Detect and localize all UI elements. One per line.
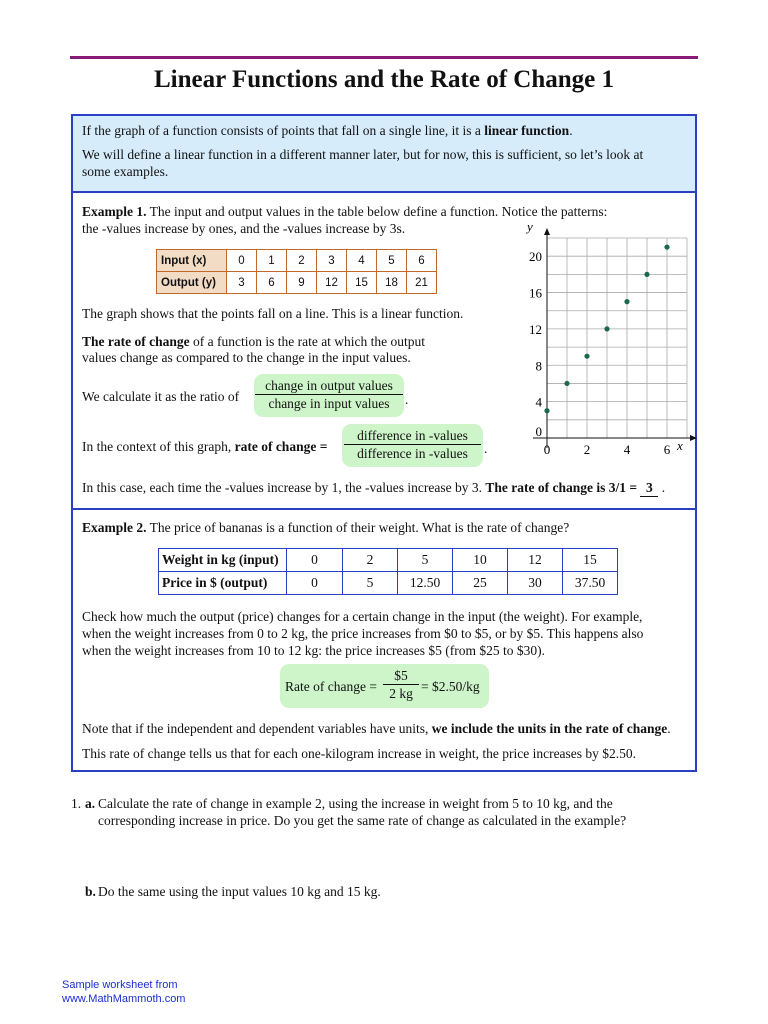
x-tick-label: 0 [543, 442, 551, 457]
example-1-intro [82, 203, 607, 220]
fraction-numerator: difference in -values [344, 427, 481, 445]
context-plain: In the context of this graph, [82, 439, 235, 454]
rate-definition [82, 333, 425, 350]
example-1-heading: Example 1. [82, 204, 147, 219]
row-header: Weight in kg (input) [159, 549, 287, 572]
y-tick-label: 4 [535, 394, 542, 410]
formula-fraction [383, 667, 419, 702]
fraction-denominator: change in input values [268, 396, 390, 411]
data-point [544, 408, 549, 413]
question-1b-label: b. [85, 884, 96, 899]
final-note: This rate of change tells us that for each one-kilogram increase in weight, the price increases by $2.50. [82, 746, 637, 761]
rate-definition-2: values change as compared to the change in the input values. [82, 350, 411, 365]
ratio-end: . [405, 392, 409, 407]
example-1-patterns: the -values increase by ones, and the -values increase by 3s. [82, 221, 406, 236]
y-tick-label: 20 [529, 249, 542, 265]
table-cell: 5 [343, 572, 398, 595]
table-cell: 18 [377, 272, 407, 294]
intro-punct: . [569, 123, 573, 138]
context-end: . [484, 441, 488, 456]
data-point [624, 299, 629, 304]
question-1a-line-2: corresponding increase in price. Do you get the same rate of change as calculated in the example? [98, 813, 627, 828]
example-2-text: The price of bananas is a function of their weight. What is the rate of change? [146, 520, 570, 535]
question-1a-label: a. [85, 796, 96, 811]
example-2-intro [82, 519, 569, 536]
title-rule [70, 56, 698, 59]
table-cell: 37.50 [563, 572, 618, 595]
x-axis-arrow [690, 435, 697, 441]
conclusion-text: In this case, each time the -values increase by 1, the -values increase by 3. [82, 480, 486, 495]
y-axis-arrow [544, 228, 550, 235]
x-tick-label: 4 [623, 442, 631, 457]
conclusion-bold: The rate of change is 3/1 = [485, 480, 641, 495]
footer-credit[interactable] [62, 978, 185, 1006]
ratio-fraction [255, 377, 403, 412]
graph-statement: The graph shows that the points fall on a line. This is a linear function. [82, 306, 464, 321]
page-title: Linear Functions and the Rate of Change 1 [154, 66, 614, 93]
example-1-table [156, 249, 437, 294]
example-1-section [73, 193, 695, 510]
table-cell: 15 [563, 549, 618, 572]
x-axis-label: x [677, 438, 683, 453]
table-row [157, 250, 437, 272]
note-end: . [667, 721, 671, 736]
x-tick-label: 6 [663, 442, 671, 457]
table-cell: 21 [407, 272, 437, 294]
row-header: Output (y) [157, 272, 227, 294]
table-cell: 6 [407, 250, 437, 272]
table-row [157, 272, 437, 294]
check-line-3: when the weight increases from 10 to 12 kg: the price increases $5 (from $25 to $30). [82, 643, 545, 658]
table-cell: 2 [287, 250, 317, 272]
rate-text: of a function is the rate at which the output [189, 334, 426, 349]
question-1b-text: Do the same using the input values 10 kg and 15 kg. [98, 884, 381, 899]
rate-term: The rate of change [82, 334, 190, 349]
context-term: rate of change = [234, 439, 328, 454]
fraction-numerator: $5 [383, 667, 419, 685]
context-text [82, 438, 327, 455]
table-cell: 12.50 [398, 572, 453, 595]
check-line-1: Check how much the output (price) changes for a certain change in the input (the weight). For example, [82, 609, 643, 624]
table-cell: 0 [227, 250, 257, 272]
table-cell: 0 [287, 549, 343, 572]
rate-conclusion [82, 479, 665, 497]
table-cell: 4 [347, 250, 377, 272]
example-2-section [73, 510, 695, 770]
intro-panel [73, 116, 695, 193]
table-cell: 25 [453, 572, 508, 595]
table-cell: 30 [508, 572, 563, 595]
ratio-text: We calculate it as the ratio of [82, 389, 240, 404]
table-row [159, 572, 618, 595]
fraction-numerator: change in output values [255, 377, 403, 395]
data-point [664, 244, 669, 249]
table-cell: 6 [257, 272, 287, 294]
lesson-box [71, 114, 697, 772]
note-bold: we include the units in the rate of change [431, 721, 668, 736]
table-cell: 5 [398, 549, 453, 572]
table-cell: 15 [347, 272, 377, 294]
table-row [159, 549, 618, 572]
intro-paragraph-1 [82, 122, 686, 139]
units-note [82, 720, 671, 737]
table-cell: 12 [317, 272, 347, 294]
data-point [644, 272, 649, 277]
question-1a-line-1: Calculate the rate of change in example 2, using the increase in weight from 5 to 10 kg, and the [98, 796, 613, 811]
example-2-table [158, 548, 618, 595]
example-1-scatter-chart [503, 219, 693, 473]
footer-link[interactable]: www.MathMammoth.com [62, 993, 186, 1005]
intro-line: We will define a linear function in a different manner later, but for now, this is sufficient, so let’s look at [82, 147, 644, 162]
table-cell: 3 [317, 250, 347, 272]
note-text: Note that if the independent and dependent variables have units, [82, 721, 432, 736]
data-point [604, 326, 609, 331]
footer-line: Sample worksheet from [62, 979, 178, 991]
y-tick-label: 16 [529, 285, 542, 301]
context-fraction [344, 427, 481, 462]
table-cell: 0 [287, 572, 343, 595]
table-cell: 10 [453, 549, 508, 572]
example-2-heading: Example 2. [82, 520, 147, 535]
fraction-denominator: difference in -values [357, 446, 468, 461]
y-tick-label: 0 [535, 424, 542, 439]
x-tick-label: 2 [583, 442, 591, 457]
table-cell: 1 [257, 250, 287, 272]
data-point [584, 354, 589, 359]
data-point [564, 381, 569, 386]
fraction-denominator: 2 kg [389, 686, 413, 701]
y-tick-label: 8 [535, 358, 542, 374]
table-cell: 12 [508, 549, 563, 572]
intro-term: linear function [484, 123, 570, 138]
table-cell: 5 [377, 250, 407, 272]
intro-paragraph-2 [82, 146, 686, 180]
row-header: Price in $ (output) [159, 572, 287, 595]
table-cell: 2 [343, 549, 398, 572]
row-header: Input (x) [157, 250, 227, 272]
formula-right: = $2.50/kg [421, 679, 480, 694]
y-axis-label: y [527, 219, 533, 234]
formula-left: Rate of change = [285, 679, 377, 694]
table-cell: 3 [227, 272, 257, 294]
conclusion-answer: 3 [640, 479, 658, 497]
intro-text: If the graph of a function consists of points that fall on a single line, it is a [82, 123, 485, 138]
table-cell: 9 [287, 272, 317, 294]
question-1-number: 1. [71, 796, 82, 811]
conclusion-end: . [658, 480, 666, 495]
intro-line: some examples. [82, 164, 169, 179]
example-1-text: The input and output values in the table below define a function. Notice the patterns: [146, 204, 608, 219]
check-line-2: when the weight increases from 0 to 2 kg, the price increases from $0 to $5, or by $5. This happens also [82, 626, 644, 641]
y-tick-label: 12 [529, 321, 542, 337]
